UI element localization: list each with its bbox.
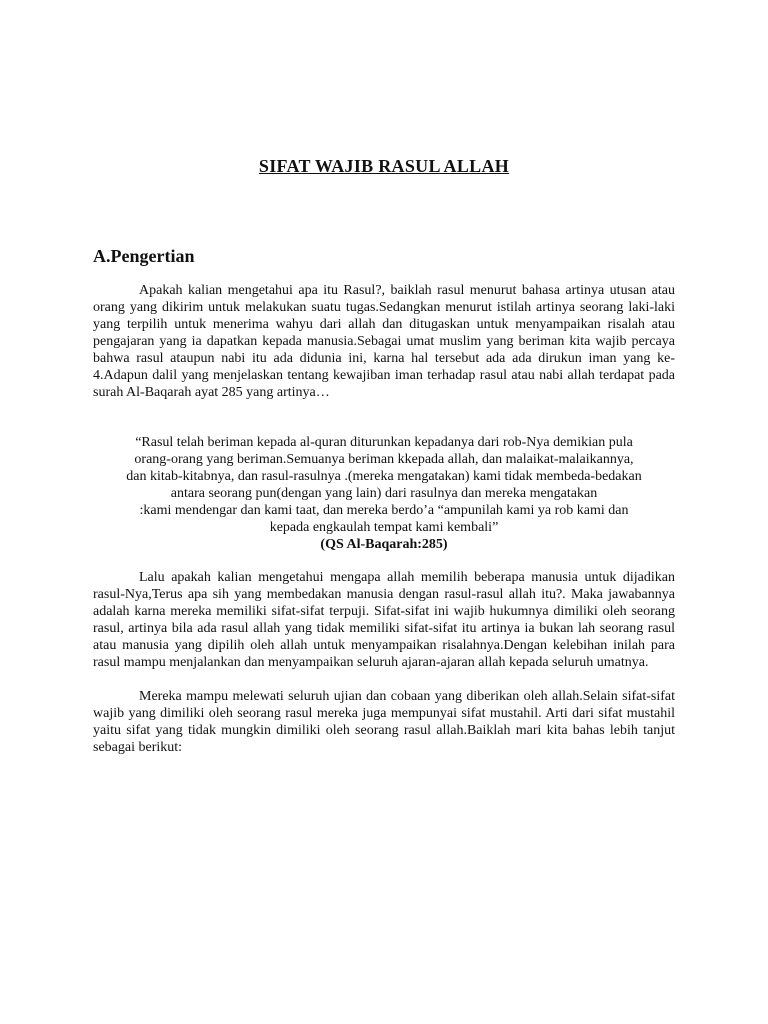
quran-quote [93, 434, 675, 553]
quote-reference: (QS Al-Baqarah:285) [320, 537, 448, 552]
quote-line: orang-orang yang beriman.Semuanya beriman kkepada allah, dan malaikat-malaikannya, [134, 452, 634, 467]
section-heading: A.Pengertian [93, 246, 195, 266]
quote-line: “Rasul telah beriman kepada al-quran diturunkan kepadanya dari rob-Nya demikian pula [135, 435, 633, 450]
quote-line: :kami mendengar dan kami taat, dan mereka berdo’a “ampunilah kami ya rob kami dan [139, 503, 629, 518]
quote-line: kepada engkaulah tempat kami kembali” [269, 520, 499, 535]
document-title: SIFAT WAJIB RASUL ALLAH [258, 156, 510, 176]
quote-line: antara seorang pun(dengan yang lain) dari rasulnya dan mereka mengatakan [170, 486, 598, 501]
paragraph-definition: Apakah kalian mengetahui apa itu Rasul?, baiklah rasul menurut bahasa artinya utusan atau orang yang dikirim untuk melakukan suatu tugas.Sedangkan menurut istilah artinya seorang laki-laki yang terpilih untuk menerima wahyu dari allah dan ditugaskan untuk menyampaikan risalah atau pengajaran yang ia dapatkan kepada manusia.Sebagai umat muslim yang beriman kita wajib percaya bahwa rasul ataupun nabi itu ada didunia ini, karna hal tersebut ada ada dirukun iman yang ke-4.Adapun dalil yang menjelaskan tentang kewajiban iman terhadap rasul atau nabi allah terdapat pada surah Al-Baqarah ayat 285 yang artinya… [93, 283, 675, 400]
quote-line: dan kitab-kitabnya, dan rasul-rasulnya .(mereka mengatakan) kami tidak membeda-bedakan [126, 469, 642, 484]
paragraph-why-chosen: Lalu apakah kalian mengetahui mengapa allah memilih beberapa manusia untuk dijadikan rasul-Nya,Terus apa sih yang membedakan manusia dengan rasul-rasul allah itu?. Maka jawabannya adalah karna mereka memiliki sifat-sifat terpuji. Sifat-sifat ini wajib hukumnya dimiliki oleh seorang rasul, artinya bila ada rasul allah yang tidak memiliki sifat-sifat itu artinya ia bukan lah seorang rasul atau manusia yang dipilih oleh allah untuk menyampaikan risalahnya.Dengan kelebihan inilah para rasul mampu menjalankan dan menyampaikan seluruh ajaran-ajaran allah kepada seluruh umatnya. [93, 570, 675, 670]
paragraph-sifat-mustahil: Mereka mampu melewati seluruh ujian dan cobaan yang diberikan oleh allah.Selain sifat-sifat wajib yang dimiliki oleh seorang rasul mereka juga mempunyai sifat mustahil. Arti dari sifat mustahil yaitu sifat yang tidak mungkin dimiliki oleh seorang rasul allah.Baiklah mari kita bahas lebih tanjut sebagai berikut: [93, 689, 675, 755]
